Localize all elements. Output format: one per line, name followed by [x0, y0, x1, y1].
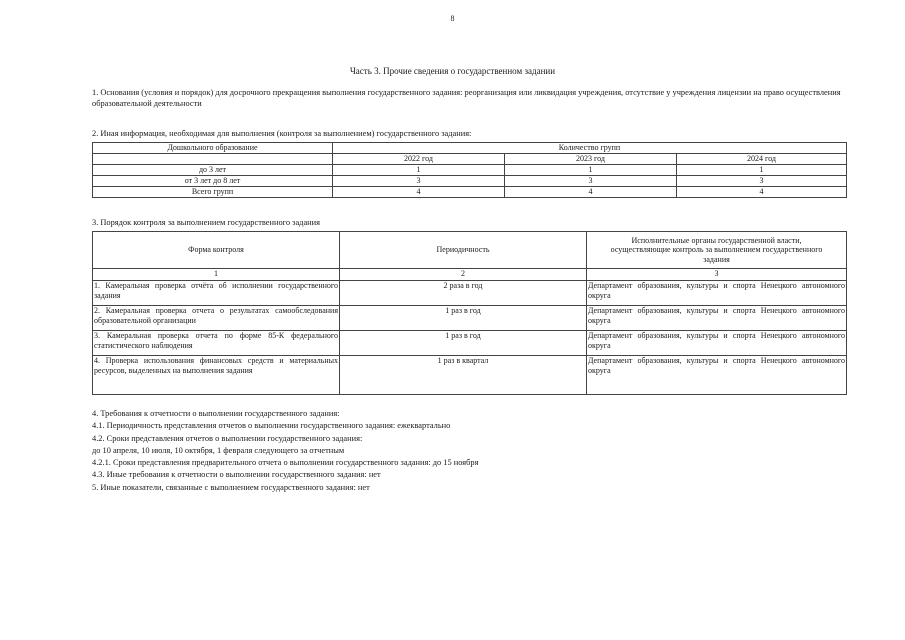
- row-value: 1: [505, 165, 677, 176]
- requirement-line: 4.3. Иные требования к отчетности о выполнении государственного задания: нет: [92, 470, 381, 480]
- row-value: 4: [333, 187, 505, 198]
- row-value: 4: [677, 187, 847, 198]
- table-row: [93, 331, 847, 356]
- column-number: 3: [587, 269, 847, 281]
- row-label: до 3 лет: [93, 165, 333, 176]
- table-row: [93, 356, 847, 395]
- control-form: 3. Камеральная проверка отчета по форме 85-К федерального статистического наблюдения: [93, 331, 340, 356]
- row-value: 3: [505, 176, 677, 187]
- requirement-line: до 10 апреля, 10 июля, 10 октября, 1 февраля следующего за отчетным: [92, 445, 345, 455]
- requirements-list: [92, 408, 478, 494]
- control-table-number-row: [93, 269, 847, 281]
- control-organ: Департамент образования, культуры и спорта Ненецкого автономного округа: [587, 356, 847, 395]
- control-period: 2 раза в год: [340, 281, 587, 306]
- requirement-line: 4. Требования к отчетности о выполнении государственного задания:: [92, 409, 340, 418]
- year-cell: 2024 год: [677, 154, 847, 165]
- section-2-heading: 2. Иная информация, необходимая для выполнения (контроля за выполнением) государственного задания:: [92, 129, 472, 138]
- control-period: 1 раз в год: [340, 306, 587, 331]
- row-value: 3: [677, 176, 847, 187]
- table-row: [93, 165, 847, 176]
- control-form: 2. Камеральная проверка отчета о результатах самообследования образовательной организации: [93, 306, 340, 331]
- requirement-line: 4.2.1. Сроки представления предварительного отчета о выполнении государственного задания: до 15 ноября: [92, 458, 479, 468]
- row-value: 1: [333, 165, 505, 176]
- groups-empty-cell: [93, 154, 333, 165]
- groups-table: [92, 142, 847, 198]
- column-number: 1: [93, 269, 340, 281]
- control-form: 1. Камеральная проверка отчёта об исполнении государственного задания: [93, 281, 340, 306]
- column-number: 2: [340, 269, 587, 281]
- page-title: Часть 3. Прочие сведения о государственном задании: [349, 66, 556, 76]
- row-value: 4: [505, 187, 677, 198]
- header-organ: Исполнительные органы государственной власти, осуществляющие контроль за выполнением государственного задания: [587, 232, 847, 269]
- groups-count-header: Количество групп: [333, 143, 847, 154]
- control-period: 1 раз в год: [340, 331, 587, 356]
- year-cell: 2022 год: [333, 154, 505, 165]
- groups-years-row: [93, 154, 847, 165]
- table-row: [93, 176, 847, 187]
- control-organ: Департамент образования, культуры и спорта Ненецкого автономного округа: [587, 281, 847, 306]
- section-1-text: 1. Основания (условия и порядок) для досрочного прекращения выполнения государственного задания: реорганизация или ликвидация учреждения, отсутствие у учреждения лицензии на право осуществления образовательной деятельности: [92, 88, 841, 108]
- table-row: [93, 187, 847, 198]
- requirement-line: 4.1. Периодичность представления отчетов о выполнении государственного задания: ежеквартально: [92, 421, 451, 431]
- row-value: 1: [677, 165, 847, 176]
- groups-col-label: Дошкольного образование: [93, 143, 333, 154]
- control-organ: Департамент образования, культуры и спорта Ненецкого автономного округа: [587, 331, 847, 356]
- row-value: 3: [333, 176, 505, 187]
- section-3-heading: 3. Порядок контроля за выполнением государственного задания: [92, 218, 320, 227]
- requirement-line: 4.2. Сроки представления отчетов о выполнении государственного задания:: [92, 433, 363, 443]
- control-table: [92, 231, 847, 395]
- requirement-line: 5. Иные показатели, связанные с выполнением государственного задания: нет: [92, 482, 370, 492]
- year-cell: 2023 год: [505, 154, 677, 165]
- header-form: Форма контроля: [93, 232, 340, 269]
- table-row: [93, 306, 847, 331]
- control-organ: Департамент образования, культуры и спорта Ненецкого автономного округа: [587, 306, 847, 331]
- groups-table-header-row: [93, 143, 847, 154]
- page-number: 8: [450, 14, 455, 23]
- header-period: Периодичность: [340, 232, 587, 269]
- row-label: от 3 лет до 8 лет: [93, 176, 333, 187]
- control-period: 1 раз в квартал: [340, 356, 587, 395]
- control-table-header-row: [93, 232, 847, 269]
- table-row: [93, 281, 847, 306]
- row-label: Всего групп: [93, 187, 333, 198]
- control-form: 4. Проверка использования финансовых средств и материальных ресурсов, выделенных на выполнения задания: [93, 356, 340, 395]
